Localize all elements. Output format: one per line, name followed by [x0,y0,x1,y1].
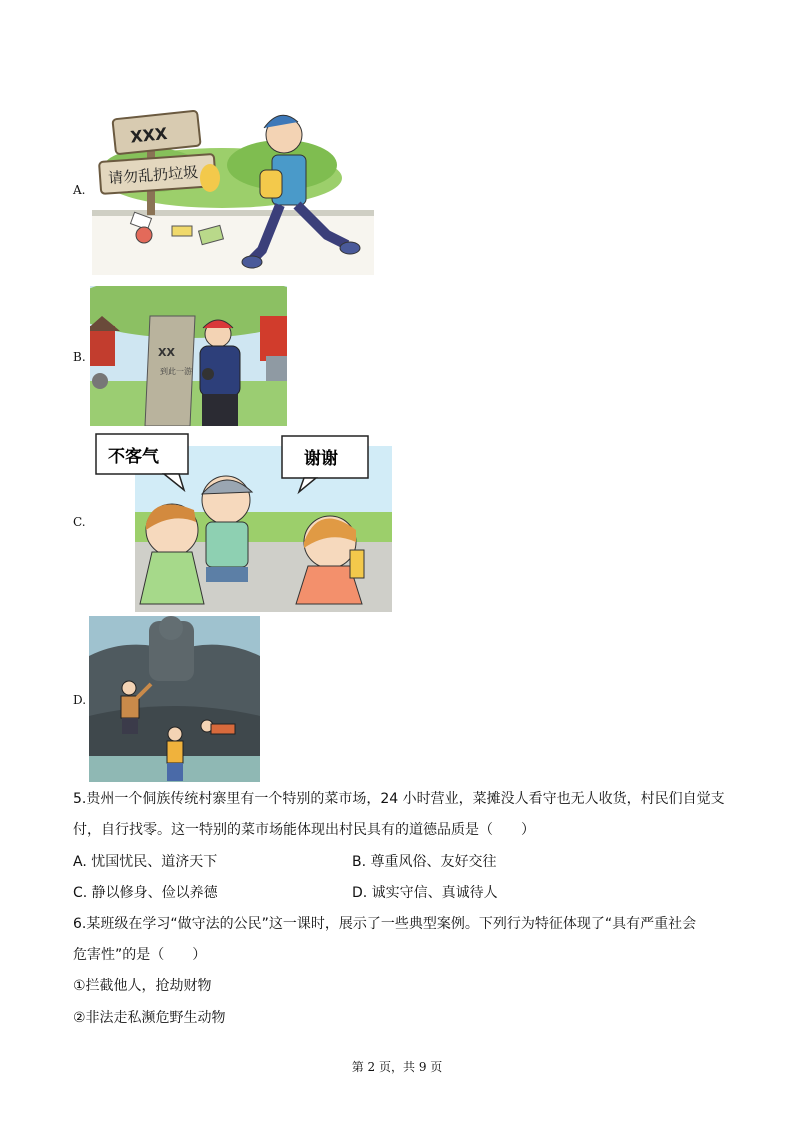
option-a-label: A. [73,183,86,197]
option-d-illustration [89,616,260,782]
q5-choice-d[interactable]: D. 诚实守信、真诚待人 [352,885,498,901]
option-b-label: B. [73,350,86,364]
q5-choice-b[interactable]: B. 尊重风俗、友好交往 [352,854,497,870]
sign-text: 请勿乱扔垃圾 [107,163,199,188]
question5-line1: 5.贵州一个侗族传统村寨里有一个特别的菜市场，24 小时营业，菜摊没人看守也无人收货，村民们自觉支 [73,791,725,807]
question6-line2: 危害性”的是（ ） [73,947,207,963]
option-b-illustration [90,286,287,426]
question6-item1: ①拦截他人，抢劫财物 [73,978,212,994]
question6-item2: ②非法走私濒危野生动物 [73,1010,226,1026]
bubble-right-text: 谢谢 [304,449,338,469]
bubble-left-text: 不客气 [108,447,159,467]
option-a-illustration [92,100,374,275]
sign-top-text: XXX [129,123,169,147]
option-c-label: C. [73,515,86,529]
tree-carving-text: XX [158,346,175,359]
option-c-illustration [94,432,394,612]
question5-line2: 付，自行找零。这一特别的菜市场能体现出村民具有的道德品质是（ ） [73,822,535,838]
page-footer: 第 2 页，共 9 页 [351,1060,443,1074]
q5-choice-a[interactable]: A. 忧国忧民、道济天下 [73,854,218,870]
question6-line1: 6.某班级在学习“做守法的公民”这一课时，展示了一些典型案例。下列行为特征体现了“具有严重社会 [73,916,697,932]
tree-scribble-text: 到此一游 [160,367,192,376]
option-d-label: D. [73,693,87,707]
q5-choice-c[interactable]: C. 静以修身、俭以养德 [73,885,218,901]
